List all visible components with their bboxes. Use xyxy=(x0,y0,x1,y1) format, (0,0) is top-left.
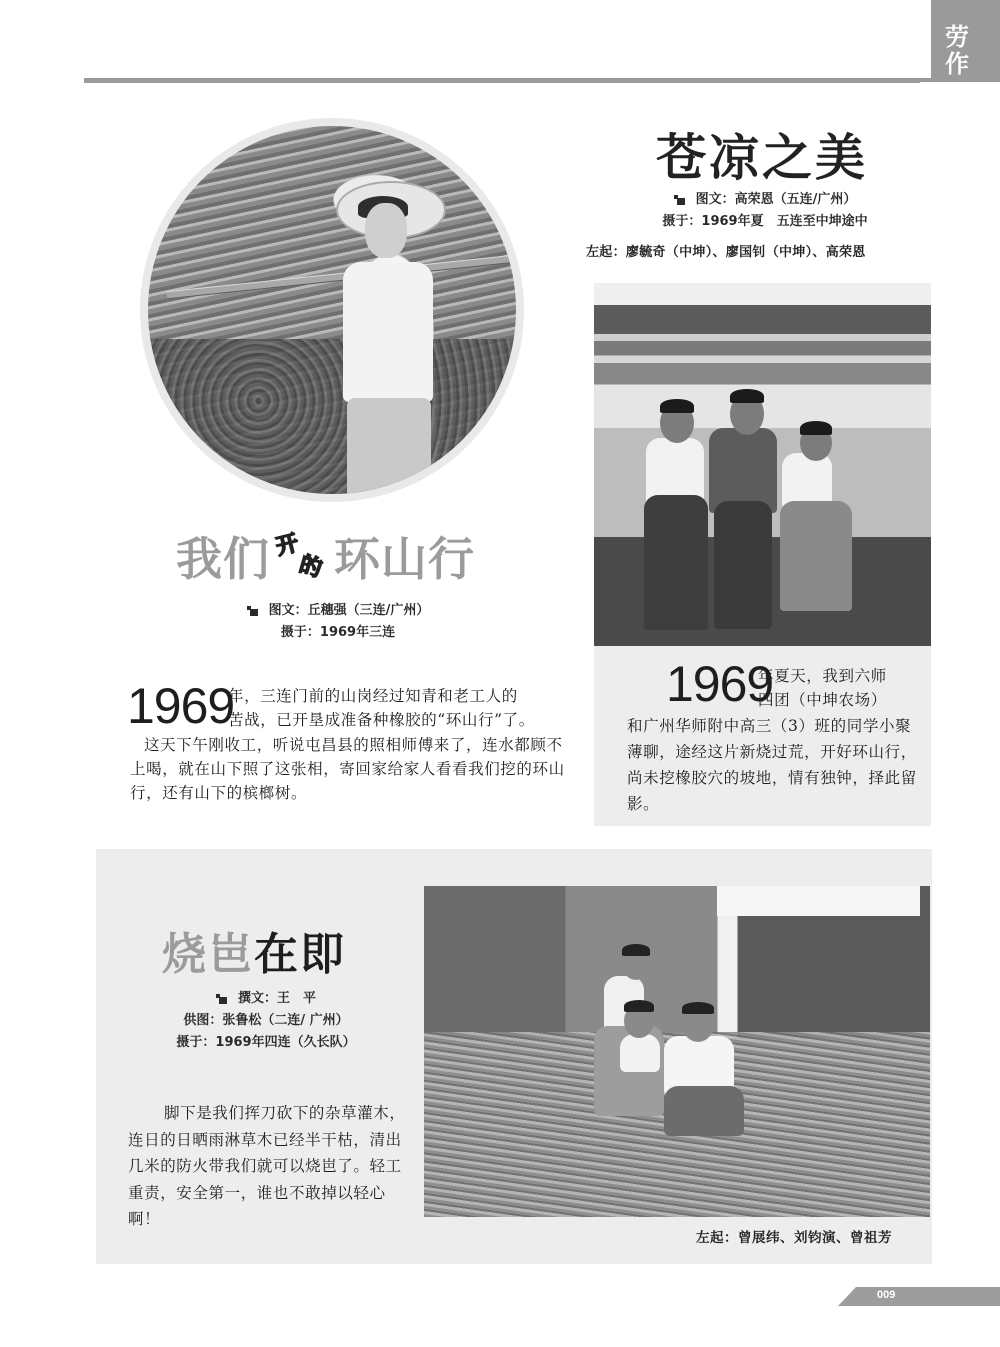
article-1-drop-year: 1969 xyxy=(127,678,235,734)
photo-man-3-hair xyxy=(800,421,832,435)
article-2-line-1: 年夏天，我到六师 xyxy=(758,667,887,685)
photo-three-men-sitting xyxy=(424,886,930,1217)
article-1-taken: 摄于：1969年三连 xyxy=(280,625,396,640)
article-1-byline: 图文：丘穗强（三连/广州） xyxy=(268,603,430,618)
photo-man-1-hair xyxy=(660,399,694,413)
photo-man-3-trousers xyxy=(780,501,852,611)
article-1-line-1: 年，三连门前的山岗经过知青和老工人的 xyxy=(228,687,518,705)
section-tab-label: 劳作 xyxy=(945,23,969,78)
article-1-title xyxy=(176,528,475,584)
article-2-credits xyxy=(600,189,930,233)
photo-foliage xyxy=(148,339,516,494)
photo-face xyxy=(365,203,407,258)
photo-sky xyxy=(717,886,919,916)
photo-carrying-pole xyxy=(167,255,516,299)
article-2-photo-caption: 左起：廖毓奇（中坤）、廖国钊（中坤）、高荣恩 xyxy=(586,245,866,260)
article-3-byline-row xyxy=(150,988,382,1010)
photo-man-2-hair xyxy=(730,389,764,403)
photo-shirt xyxy=(343,262,433,402)
photo-man-left-shirt xyxy=(620,1034,660,1072)
article-2-title: 苍凉之美 xyxy=(656,129,868,187)
article-3-title-gray: 烧岜 xyxy=(162,929,254,980)
photo-man-left-hair xyxy=(624,1000,654,1012)
article-3-body: 脚下是我们挥刀砍下的杂草灌木，连日的日晒雨淋草木已经半干枯，清出几米的防火带我们就可以烧岜了。轻工重责，安全第一，谁也不敢掉以轻心啊！ xyxy=(128,1104,406,1228)
photo-man-1-trousers xyxy=(644,495,708,630)
photo-man-right-hair xyxy=(682,1002,714,1014)
article-2-body: 和广州华师附中高三（3）班的同学小聚薄聊，途经这片新烧过荒，开好环山行，尚未挖橡胶穴的坡地，情有独钟，择此留影。 xyxy=(627,717,917,813)
title-part-kai: 开 xyxy=(273,530,303,561)
article-1-byline-row xyxy=(228,600,448,622)
article-2-byline: 图文：高荣恩（五连/广州） xyxy=(695,192,857,207)
bullet-icon xyxy=(674,195,686,205)
section-tab xyxy=(915,0,1000,82)
article-1-line-2: 苦战，已开垦成准备种橡胶的“环山行”了。 xyxy=(228,711,535,729)
section-tab-edge xyxy=(915,0,931,78)
photo-skirt xyxy=(347,398,431,494)
photo-man-back-hair xyxy=(622,944,650,956)
article-3-byline: 撰文：王 平 xyxy=(237,991,316,1006)
article-2-taken: 摄于：1969年夏 五连至中坤途中 xyxy=(662,214,868,229)
article-2-byline-row xyxy=(600,189,930,211)
article-2-drop-year: 1969 xyxy=(666,656,774,712)
photo-man-2-trousers xyxy=(714,501,772,629)
photo-man-right-trousers xyxy=(664,1086,744,1136)
title-part-women: 我们 xyxy=(176,532,270,586)
title-part-de: 的 xyxy=(296,552,326,583)
bullet-icon xyxy=(216,994,228,1004)
photo-man-3-shirt xyxy=(782,453,832,508)
article-3-taken: 摄于：1969年四连（久长队） xyxy=(176,1035,356,1050)
article-3-title-dark: 在即 xyxy=(254,929,346,980)
article-2-line-2: 四团（中坤农场） xyxy=(758,691,887,709)
title-inset xyxy=(272,528,332,584)
article-3-photo-caption: 左起：曾展纬、刘钧演、曾祖芳 xyxy=(696,1230,892,1246)
page-number: 009 xyxy=(877,1289,896,1301)
photo-three-men-standing xyxy=(594,283,931,646)
article-1-credits xyxy=(228,600,448,644)
bullet-icon xyxy=(247,606,259,616)
page-number-bar xyxy=(838,1287,1000,1306)
article-3-title xyxy=(162,918,346,982)
title-part-huanshanxing: 环山行 xyxy=(334,532,475,586)
article-3-photo-by: 供图：张鲁松（二连/ 广州） xyxy=(183,1013,349,1028)
article-1-body: 这天下午刚收工，听说屯昌县的照相师傅来了，连水都顾不上喝，就在山下照了这张相，寄回家给家人看看我们挖的环山行，还有山下的槟榔树。 xyxy=(130,736,565,802)
photo-woman-with-hat xyxy=(148,126,516,494)
article-3-credits xyxy=(150,988,382,1054)
header-rule xyxy=(84,78,920,83)
